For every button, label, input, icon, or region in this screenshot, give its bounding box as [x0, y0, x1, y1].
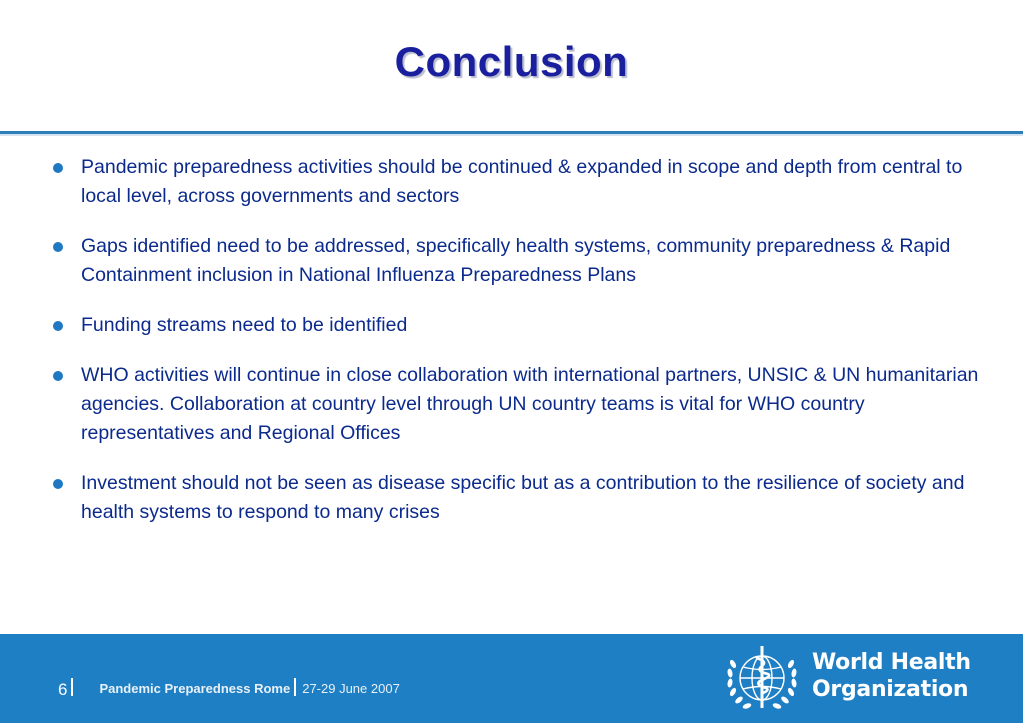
slide-title: Conclusion [394, 38, 629, 85]
page-number: 6 [58, 680, 68, 699]
bullet-dot-icon [53, 371, 63, 381]
bullet-text: Investment should not be seen as disease specific but as a contribution to the resilience of society and health systems to respond to many crises [81, 472, 965, 523]
bullet-item [50, 361, 980, 448]
footer-separator [71, 678, 73, 696]
bullet-text: Pandemic preparedness activities should be continued & expanded in scope and depth from central to local level, across governments and sectors [81, 156, 963, 207]
bullet-item [50, 311, 980, 340]
event-dates: 27-29 June 2007 [302, 681, 400, 696]
organization-name-line2: Organization [812, 677, 969, 702]
organization-name [812, 649, 971, 703]
footer-caption [58, 678, 400, 700]
bullet-text: Gaps identified need to be addressed, specifically health systems, community preparedness & Rapid Containment inclusion in National Influenza Preparedness Plans [81, 235, 951, 286]
bullet-item [50, 232, 980, 290]
organization-name-line1: World Health [812, 650, 971, 675]
title-divider-shadow [0, 134, 1023, 136]
bullet-item [50, 469, 980, 527]
footer-separator [294, 678, 296, 696]
bullet-list [50, 153, 980, 548]
bullet-text: WHO activities will continue in close collaboration with international partners, UNSIC & UN humanitarian agencies. Collaboration at country level through UN country teams is vital for WHO country representatives and Regional Offices [81, 364, 979, 444]
event-name: Pandemic Preparedness Rome [99, 681, 291, 696]
bullet-dot-icon [53, 479, 63, 489]
bullet-item [50, 153, 980, 211]
footer-bar [0, 634, 1023, 723]
bullet-dot-icon [53, 321, 63, 331]
bullet-dot-icon [53, 242, 63, 252]
who-emblem-icon [722, 642, 802, 718]
bullet-text: Funding streams need to be identified [81, 314, 408, 336]
bullet-dot-icon [53, 163, 63, 173]
